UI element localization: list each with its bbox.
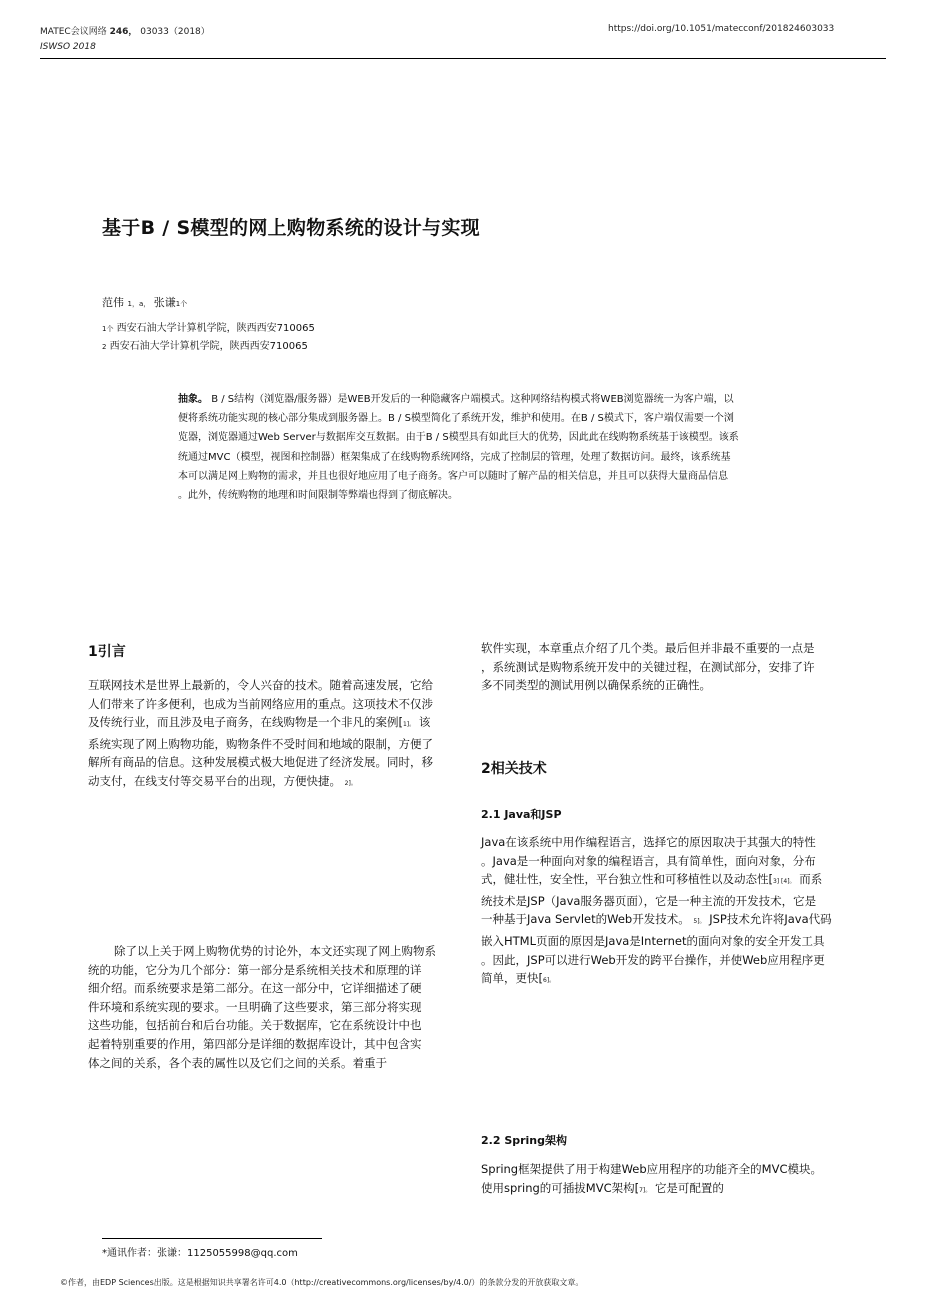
text-line: 解所有商品的信息。这种发展模式极大地促进了经济发展。同时，移 [88,755,433,770]
author-mark: 1，a， [127,300,151,308]
text-span: 它是可配置的 [654,1180,724,1195]
article-number: 03033（2018） [140,27,210,37]
abstract-line: 本可以满足网上购物的需求，并且也很好地应用了电子商务。客户可以随时了解产品的相关信息，并且可以获得大量商品信息 [178,470,728,482]
citation[interactable]: 2]。 [344,779,357,787]
intro-continuation [481,639,861,695]
abstract-line: 便将系统功能实现的核心部分集成到服务器上。B / S模型简化了系统开发，维护和使用。在B / S模式下，客户端仅需要一个浏 [178,413,734,425]
citation[interactable]: 1]。 [402,721,416,729]
text-line: Spring框架提供了用于构建Web应用程序的功能齐全的MVC模块。 [481,1162,822,1176]
affiliations [102,320,315,356]
affiliation-mark: 1个 [102,325,114,333]
intro-paragraph-1 [88,676,466,794]
affiliation-line [102,338,315,356]
text-line: 起着特别重要的作用，第四部分是详细的数据库设计，其中包含实 [88,1036,422,1051]
text-line: 嵌入HTML页面的原因是Java是Internet的面向对象的安全开发工具 [481,933,825,948]
citation[interactable]: 6]。 [543,977,556,985]
text-line [481,969,861,991]
text-span: 而系 [799,872,823,887]
affiliation-line [102,320,315,338]
text-span: 该 [418,715,431,730]
text-line: 件环境和系统实现的要求。一旦明确了这些要求，第三部分将实现 [88,999,422,1014]
conference-label: ISWSO 2018 [40,42,96,52]
text-span: 使用spring的可插拔MVC架构[ [481,1180,640,1195]
journal-header [40,24,210,37]
journal-volume: 246， [109,27,138,37]
abstract [178,390,796,505]
journal-name: MATEC会议网络 [40,27,107,37]
affiliation-text: 西安石油大学计算机学院，陕西西安710065 [109,341,308,352]
citation[interactable]: 3] [4]。 [772,878,796,886]
author-name: 张谦 [153,296,176,309]
text-line: 统的功能，它分为几个部分：第一部分是系统相关技术和原理的详 [88,962,422,977]
abstract-line: 。此外，传统购物的地理和时间限制等弊端也得到了彻底解决。 [178,490,458,502]
text-line [481,910,861,932]
citation[interactable]: 5]。 [693,918,706,926]
abstract-line [178,390,796,409]
section-heading-intro: 1引言 [88,644,126,660]
text-line [481,870,861,892]
footnote-rule [102,1238,322,1239]
copyright-notice: ©作者，由EDP Sciences出版。这是根据知识共享署名许可4.0（http://creativecommons.org/licenses/by/4.0/）的条款分发的开放获取文章。 [60,1278,584,1287]
spring-paragraph [481,1160,861,1200]
author-name: 范伟 [102,296,124,309]
text-line: 。因此，JSP可以进行Web开发的跨平台操作，并使Web应用程序更 [481,952,825,967]
subsection-heading-java-jsp: 2.1 Java和JSP [481,808,562,821]
abstract-text: B / S结构（浏览器/服务器）是WEB开发后的一种隐藏客户端模式。这种网络结构模式将WEB浏览器统一为客户端，以 [211,394,734,405]
text-line: 软件实现，本章重点介绍了几个类。最后但并非最不重要的一点是 [481,641,815,655]
header-rule [40,58,886,59]
text-span: 及传统行业，而且涉及电子商务，在线购物是一个非凡的案例[ [88,715,403,730]
text-line: 人们带来了许多便利，也成为当前网络应用的重点。这项技术不仅涉 [88,696,433,711]
section-heading-related: 2相关技术 [481,761,547,777]
subsection-heading-spring: 2.2 Spring架构 [481,1134,568,1147]
text-line: 互联网技术是世界上最新的，令人兴奋的技术。随着高速发展，它给 [88,678,433,692]
citation[interactable]: 7]。 [639,1186,652,1194]
text-line: 统技术是JSP（Java服务器页面），它是一种主流的开发技术，它是 [481,893,817,908]
affiliation-mark: 2 [102,343,107,351]
text-span: 简单，更快[ [481,971,543,986]
text-line: 系统实现了网上购物功能，购物条件不受时间和地域的限制，方便了 [88,736,433,751]
abstract-label: 抽象。 [178,394,208,405]
abstract-line: 统通过MVC（模型，视图和控制器）框架集成了在线购物系统网络，完成了控制层的管理，处理了数据访问。最终，该系统基 [178,451,731,463]
text-line: Java在该系统中用作编程语言，选择它的原因取决于其强大的特性 [481,835,816,849]
affiliation-text: 西安石油大学计算机学院，陕西西安710065 [116,323,315,334]
text-line: 除了以上关于网上购物优势的讨论外，本文还实现了网上购物系 [114,944,436,958]
text-span: 动支付，在线支付等交易平台的出现，方便快捷。 [88,773,341,788]
text-line: 。Java是一种面向对象的编程语言，具有简单性，面向对象，分布 [481,853,816,868]
author-mark: 1个 [175,300,188,308]
text-line: 这些功能，包括前台和后台功能。关于数据库，它在系统设计中也 [88,1018,422,1033]
text-line: 多不同类型的测试用例以确保系统的正确性。 [481,678,711,693]
java-jsp-paragraph [481,833,861,991]
doi-link[interactable]: https://doi.org/10.1051/matecconf/201824603033 [608,24,835,34]
text-line [481,1179,861,1201]
text-line: 体之间的关系，各个表的属性以及它们之间的关系。着重于 [88,1055,387,1070]
text-line: ，系统测试是购物系统开发中的关键过程，在测试部分，安排了许 [481,659,815,674]
intro-paragraph-2 [88,942,466,1072]
text-span: JSP技术允许将Java代码 [709,912,832,927]
corresponding-author-footnote: *通讯作者：张谦：1125055998@qq.com [102,1248,298,1259]
paper-title: 基于B / S模型的网上购物系统的设计与实现 [102,217,480,239]
text-line [88,772,466,794]
abstract-line: 览器，浏览器通过Web Server与数据库交互数据。由于B / S模型具有如此巨大的优势，因此此在线购物系统基于该模型。该系 [178,432,739,444]
author-list [102,294,187,310]
text-span: 一种基于Java Servlet的Web开发技术。 [481,912,690,927]
text-line: 细介绍。而系统要求是第二部分。在这一部分中，它详细描述了硬 [88,981,422,996]
text-line [88,713,466,735]
text-span: 式，健壮性，安全性，平台独立性和可移植性以及动态性[ [481,872,773,887]
